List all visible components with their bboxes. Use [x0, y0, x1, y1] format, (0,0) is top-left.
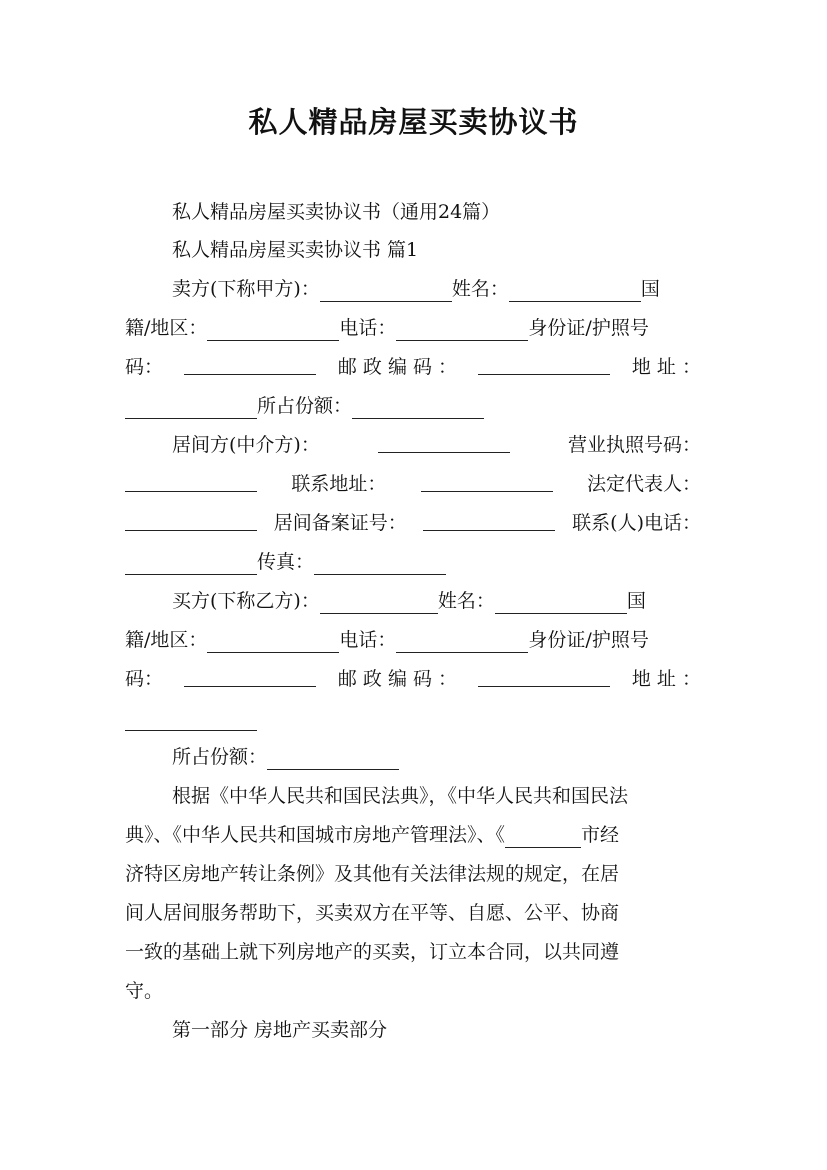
buyer-line-4 — [125, 705, 257, 731]
body-line-2 — [125, 822, 619, 848]
buyer-phone-label: 电话： — [339, 629, 397, 651]
seller-country-blank[interactable] — [207, 320, 339, 341]
seller-share-blank[interactable] — [352, 398, 484, 419]
buyer-line-2 — [125, 627, 649, 653]
agent-line-4 — [125, 549, 446, 575]
buyer-phone-blank[interactable] — [396, 632, 528, 653]
seller-name-blank[interactable] — [509, 281, 641, 302]
agent-line-3 — [125, 510, 701, 536]
buyer-share-blank[interactable] — [267, 749, 399, 770]
buyer-line-5 — [172, 744, 399, 770]
seller-party-label: 卖方(下称甲方)： — [172, 278, 320, 300]
subtitle: 私人精品房屋买卖协议书（通用24篇） — [172, 201, 501, 223]
agent-license-label: 营业执照号码： — [567, 434, 701, 456]
document-title: 私人精品房屋买卖协议书 — [248, 105, 579, 139]
buyer-postcode-blank[interactable] — [478, 666, 610, 687]
buyer-party-blank[interactable] — [320, 593, 438, 614]
seller-country-label: 国 — [640, 278, 660, 300]
seller-id-blank[interactable] — [184, 354, 316, 375]
seller-line-2 — [125, 315, 649, 341]
buyer-id-label: 身份证/护照号 — [528, 629, 649, 651]
buyer-line-3 — [125, 666, 701, 692]
seller-party-blank[interactable] — [320, 281, 452, 302]
agent-license-blank[interactable] — [125, 471, 257, 492]
body-line-2-text: 典》、《中华人民共和国城市房地产管理法》、《 — [125, 824, 506, 846]
agent-contact-phone-label: 联系(人)电话： — [572, 512, 701, 534]
agent-line-2 — [125, 471, 701, 497]
body-line-1: 根据《中华人民共和国民法典》，《中华人民共和国民法 — [172, 785, 629, 807]
buyer-country-label-2: 籍/地区： — [125, 629, 208, 651]
agent-record-label: 居间备案证号： — [273, 512, 407, 534]
city-blank[interactable] — [505, 827, 581, 848]
seller-name-label: 姓名： — [451, 278, 509, 300]
buyer-party-label: 买方(下称乙方)： — [172, 590, 320, 612]
body-line-5: 一致的基础上就下列房地产的买卖，订立本合同，以共同遵 — [125, 941, 620, 963]
buyer-address-blank[interactable] — [125, 710, 257, 731]
agent-line-1 — [172, 432, 701, 458]
seller-postcode-blank[interactable] — [478, 354, 610, 375]
seller-phone-blank[interactable] — [396, 320, 528, 341]
buyer-name-blank[interactable] — [495, 593, 627, 614]
agent-party-blank[interactable] — [378, 432, 510, 453]
seller-address-blank[interactable] — [125, 398, 257, 419]
body-line-6: 守。 — [125, 980, 164, 1002]
buyer-country-blank[interactable] — [207, 632, 339, 653]
agent-address-label: 联系地址： — [291, 473, 387, 495]
seller-line-1 — [172, 276, 660, 302]
seller-country-label-2: 籍/地区： — [125, 317, 208, 339]
buyer-address-label: 地 址 ： — [631, 668, 701, 690]
buyer-name-label: 姓名： — [437, 590, 495, 612]
seller-postcode-label: 邮 政 编 码 ： — [337, 356, 458, 378]
agent-legal-rep-label: 法定代表人： — [586, 473, 701, 495]
buyer-postcode-label: 邮 政 编 码 ： — [337, 668, 458, 690]
seller-share-label: 所占份额： — [257, 395, 353, 417]
body-line-3: 济特区房地产转让条例》及其他有关法律法规的规定，在居 — [125, 863, 620, 885]
seller-id-label-end: 码： — [125, 356, 164, 378]
buyer-country-label: 国 — [626, 590, 646, 612]
agent-record-blank[interactable] — [423, 510, 555, 531]
seller-address-label: 地 址 ： — [631, 356, 701, 378]
agent-contact-phone-blank[interactable] — [125, 554, 257, 575]
seller-id-label: 身份证/护照号 — [528, 317, 649, 339]
body-line-2-end: 市经 — [581, 824, 620, 846]
seller-phone-label: 电话： — [339, 317, 397, 339]
buyer-share-label: 所占份额： — [172, 746, 268, 768]
agent-party-label: 居间方(中介方)： — [172, 434, 320, 456]
seller-line-3 — [125, 354, 701, 380]
agent-fax-blank[interactable] — [314, 554, 446, 575]
agent-legal-rep-blank[interactable] — [125, 510, 257, 531]
agent-fax-label: 传真： — [257, 551, 315, 573]
buyer-id-blank[interactable] — [184, 666, 316, 687]
seller-line-4 — [125, 393, 484, 419]
buyer-id-label-end: 码： — [125, 668, 164, 690]
section-heading: 第一部分 房地产买卖部分 — [172, 1019, 388, 1041]
article-title: 私人精品房屋买卖协议书 篇1 — [172, 239, 419, 261]
agent-address-blank[interactable] — [421, 471, 553, 492]
body-line-4: 间人居间服务帮助下，买卖双方在平等、自愿、公平、协商 — [125, 902, 620, 924]
buyer-line-1 — [172, 588, 646, 614]
